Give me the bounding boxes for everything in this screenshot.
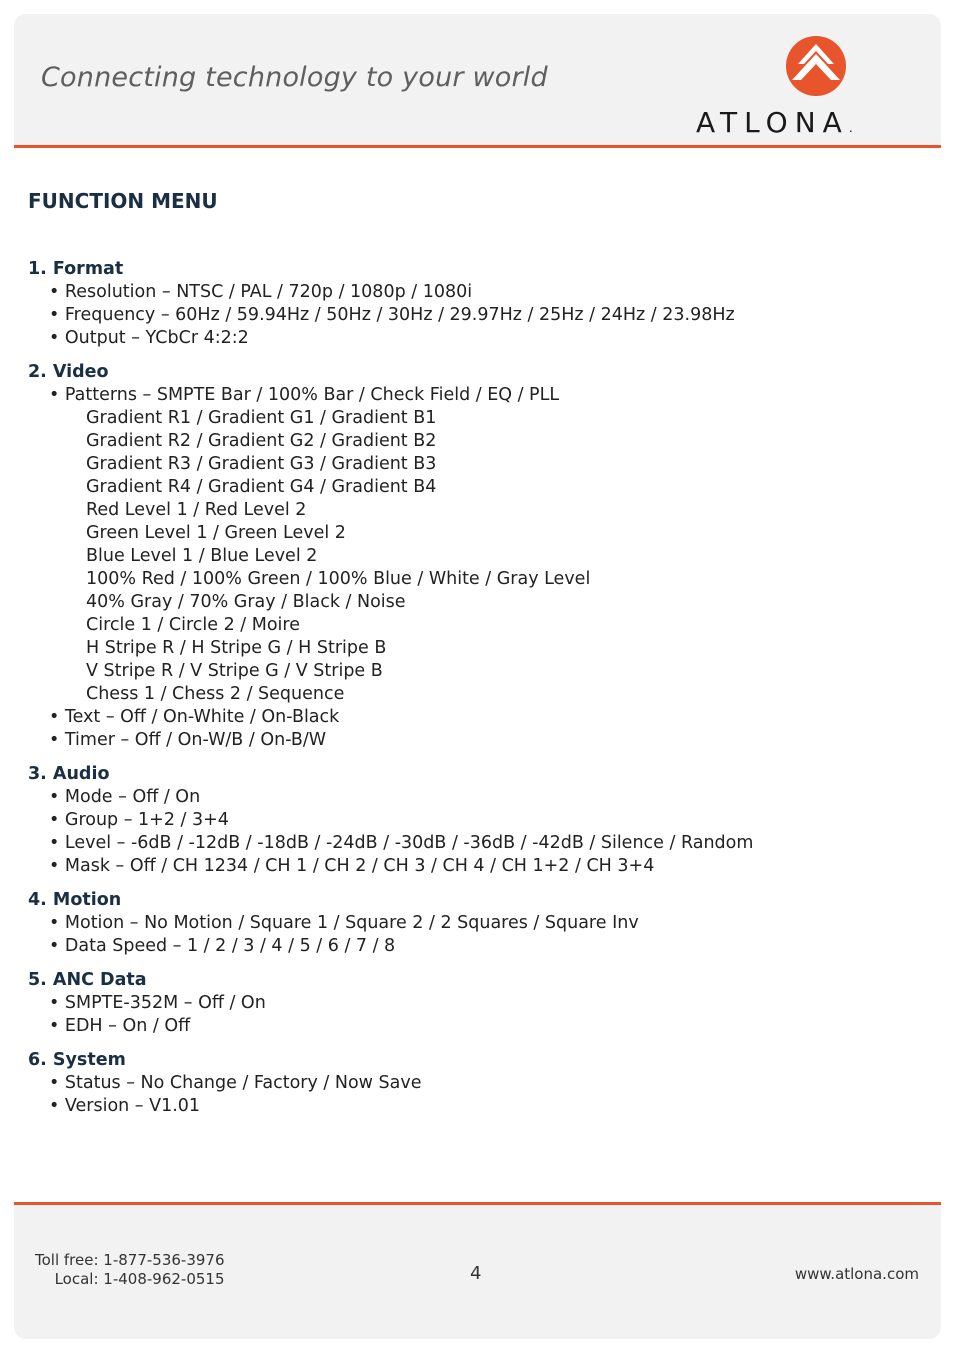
page-header xyxy=(14,14,941,148)
menu-sub-option: H Stripe R / H Stripe G / H Stripe B xyxy=(86,638,387,658)
toll-free-number: Toll free: 1-877-536-3976 xyxy=(35,1251,225,1269)
menu-sub-option: Blue Level 1 / Blue Level 2 xyxy=(86,546,318,566)
menu-item: • Text – Off / On-White / On-Black xyxy=(49,707,340,727)
menu-item: • Version – V1.01 xyxy=(49,1096,201,1116)
menu-section xyxy=(28,889,928,958)
contact-phones xyxy=(35,1251,225,1289)
page-number: 4 xyxy=(470,1263,482,1284)
menu-item: • Patterns – SMPTE Bar / 100% Bar / Check Field / EQ / PLL xyxy=(49,385,560,405)
atlona-logo xyxy=(694,34,934,139)
menu-item: • EDH – On / Off xyxy=(49,1016,191,1036)
menu-sub-option: Chess 1 / Chess 2 / Sequence xyxy=(86,684,345,704)
menu-section xyxy=(28,1049,928,1118)
tagline: Connecting technology to your world xyxy=(41,62,548,93)
menu-sub-option: Gradient R4 / Gradient G4 / Gradient B4 xyxy=(86,477,437,497)
menu-sub-option: Green Level 1 / Green Level 2 xyxy=(86,523,346,543)
function-menu-sections xyxy=(28,258,928,1118)
menu-item: • Output – YCbCr 4:2:2 xyxy=(49,328,249,348)
menu-sub-option: Red Level 1 / Red Level 2 xyxy=(86,500,307,520)
logo-text: ATLONA xyxy=(696,106,849,139)
menu-section xyxy=(28,763,928,878)
section-title: 4. Motion xyxy=(28,890,122,910)
atlona-logo-icon xyxy=(694,34,934,104)
menu-section xyxy=(28,361,928,752)
menu-item: • Group – 1+2 / 3+4 xyxy=(49,810,229,830)
website-link[interactable]: www.atlona.com xyxy=(794,1265,919,1283)
local-number: Local: 1-408-962-0515 xyxy=(54,1270,225,1288)
menu-item: • Motion – No Motion / Square 1 / Square 2 / 2 Squares / Square Inv xyxy=(49,913,639,933)
menu-sub-option: Gradient R3 / Gradient G3 / Gradient B3 xyxy=(86,454,437,474)
menu-item: • Mode – Off / On xyxy=(49,787,201,807)
menu-item: • Status – No Change / Factory / Now Save xyxy=(49,1073,422,1093)
menu-item: • Resolution – NTSC / PAL / 720p / 1080p / 1080i xyxy=(49,282,473,302)
menu-item: • Data Speed – 1 / 2 / 3 / 4 / 5 / 6 / 7 / 8 xyxy=(49,936,396,956)
section-title: 1. Format xyxy=(28,259,124,279)
menu-sub-option: Gradient R2 / Gradient G2 / Gradient B2 xyxy=(86,431,437,451)
menu-item: • Timer – Off / On-W/B / On-B/W xyxy=(49,730,327,750)
menu-sub-option: V Stripe R / V Stripe G / V Stripe B xyxy=(86,661,383,681)
section-title: 5. ANC Data xyxy=(28,970,147,990)
menu-item: • Frequency – 60Hz / 59.94Hz / 50Hz / 30Hz / 29.97Hz / 25Hz / 24Hz / 23.98Hz xyxy=(49,305,735,325)
menu-sub-option: Circle 1 / Circle 2 / Moire xyxy=(86,615,300,635)
section-title: 6. System xyxy=(28,1050,126,1070)
logo-trademark: . xyxy=(848,121,853,135)
section-title: 2. Video xyxy=(28,362,109,382)
section-title: 3. Audio xyxy=(28,764,110,784)
page-footer xyxy=(14,1202,941,1339)
logo-wordmark xyxy=(696,106,931,139)
menu-sub-option: 40% Gray / 70% Gray / Black / Noise xyxy=(86,592,406,612)
page-title: FUNCTION MENU xyxy=(28,189,218,213)
menu-sub-option: 100% Red / 100% Green / 100% Blue / White / Gray Level xyxy=(86,569,591,589)
menu-item: • Level – -6dB / -12dB / -18dB / -24dB / -30dB / -36dB / -42dB / Silence / Random xyxy=(49,833,754,853)
menu-section xyxy=(28,969,928,1038)
menu-sub-option: Gradient R1 / Gradient G1 / Gradient B1 xyxy=(86,408,437,428)
menu-section xyxy=(28,258,928,350)
menu-item: • SMPTE-352M – Off / On xyxy=(49,993,266,1013)
menu-item: • Mask – Off / CH 1234 / CH 1 / CH 2 / CH 3 / CH 4 / CH 1+2 / CH 3+4 xyxy=(49,856,655,876)
document-body xyxy=(28,186,928,1118)
